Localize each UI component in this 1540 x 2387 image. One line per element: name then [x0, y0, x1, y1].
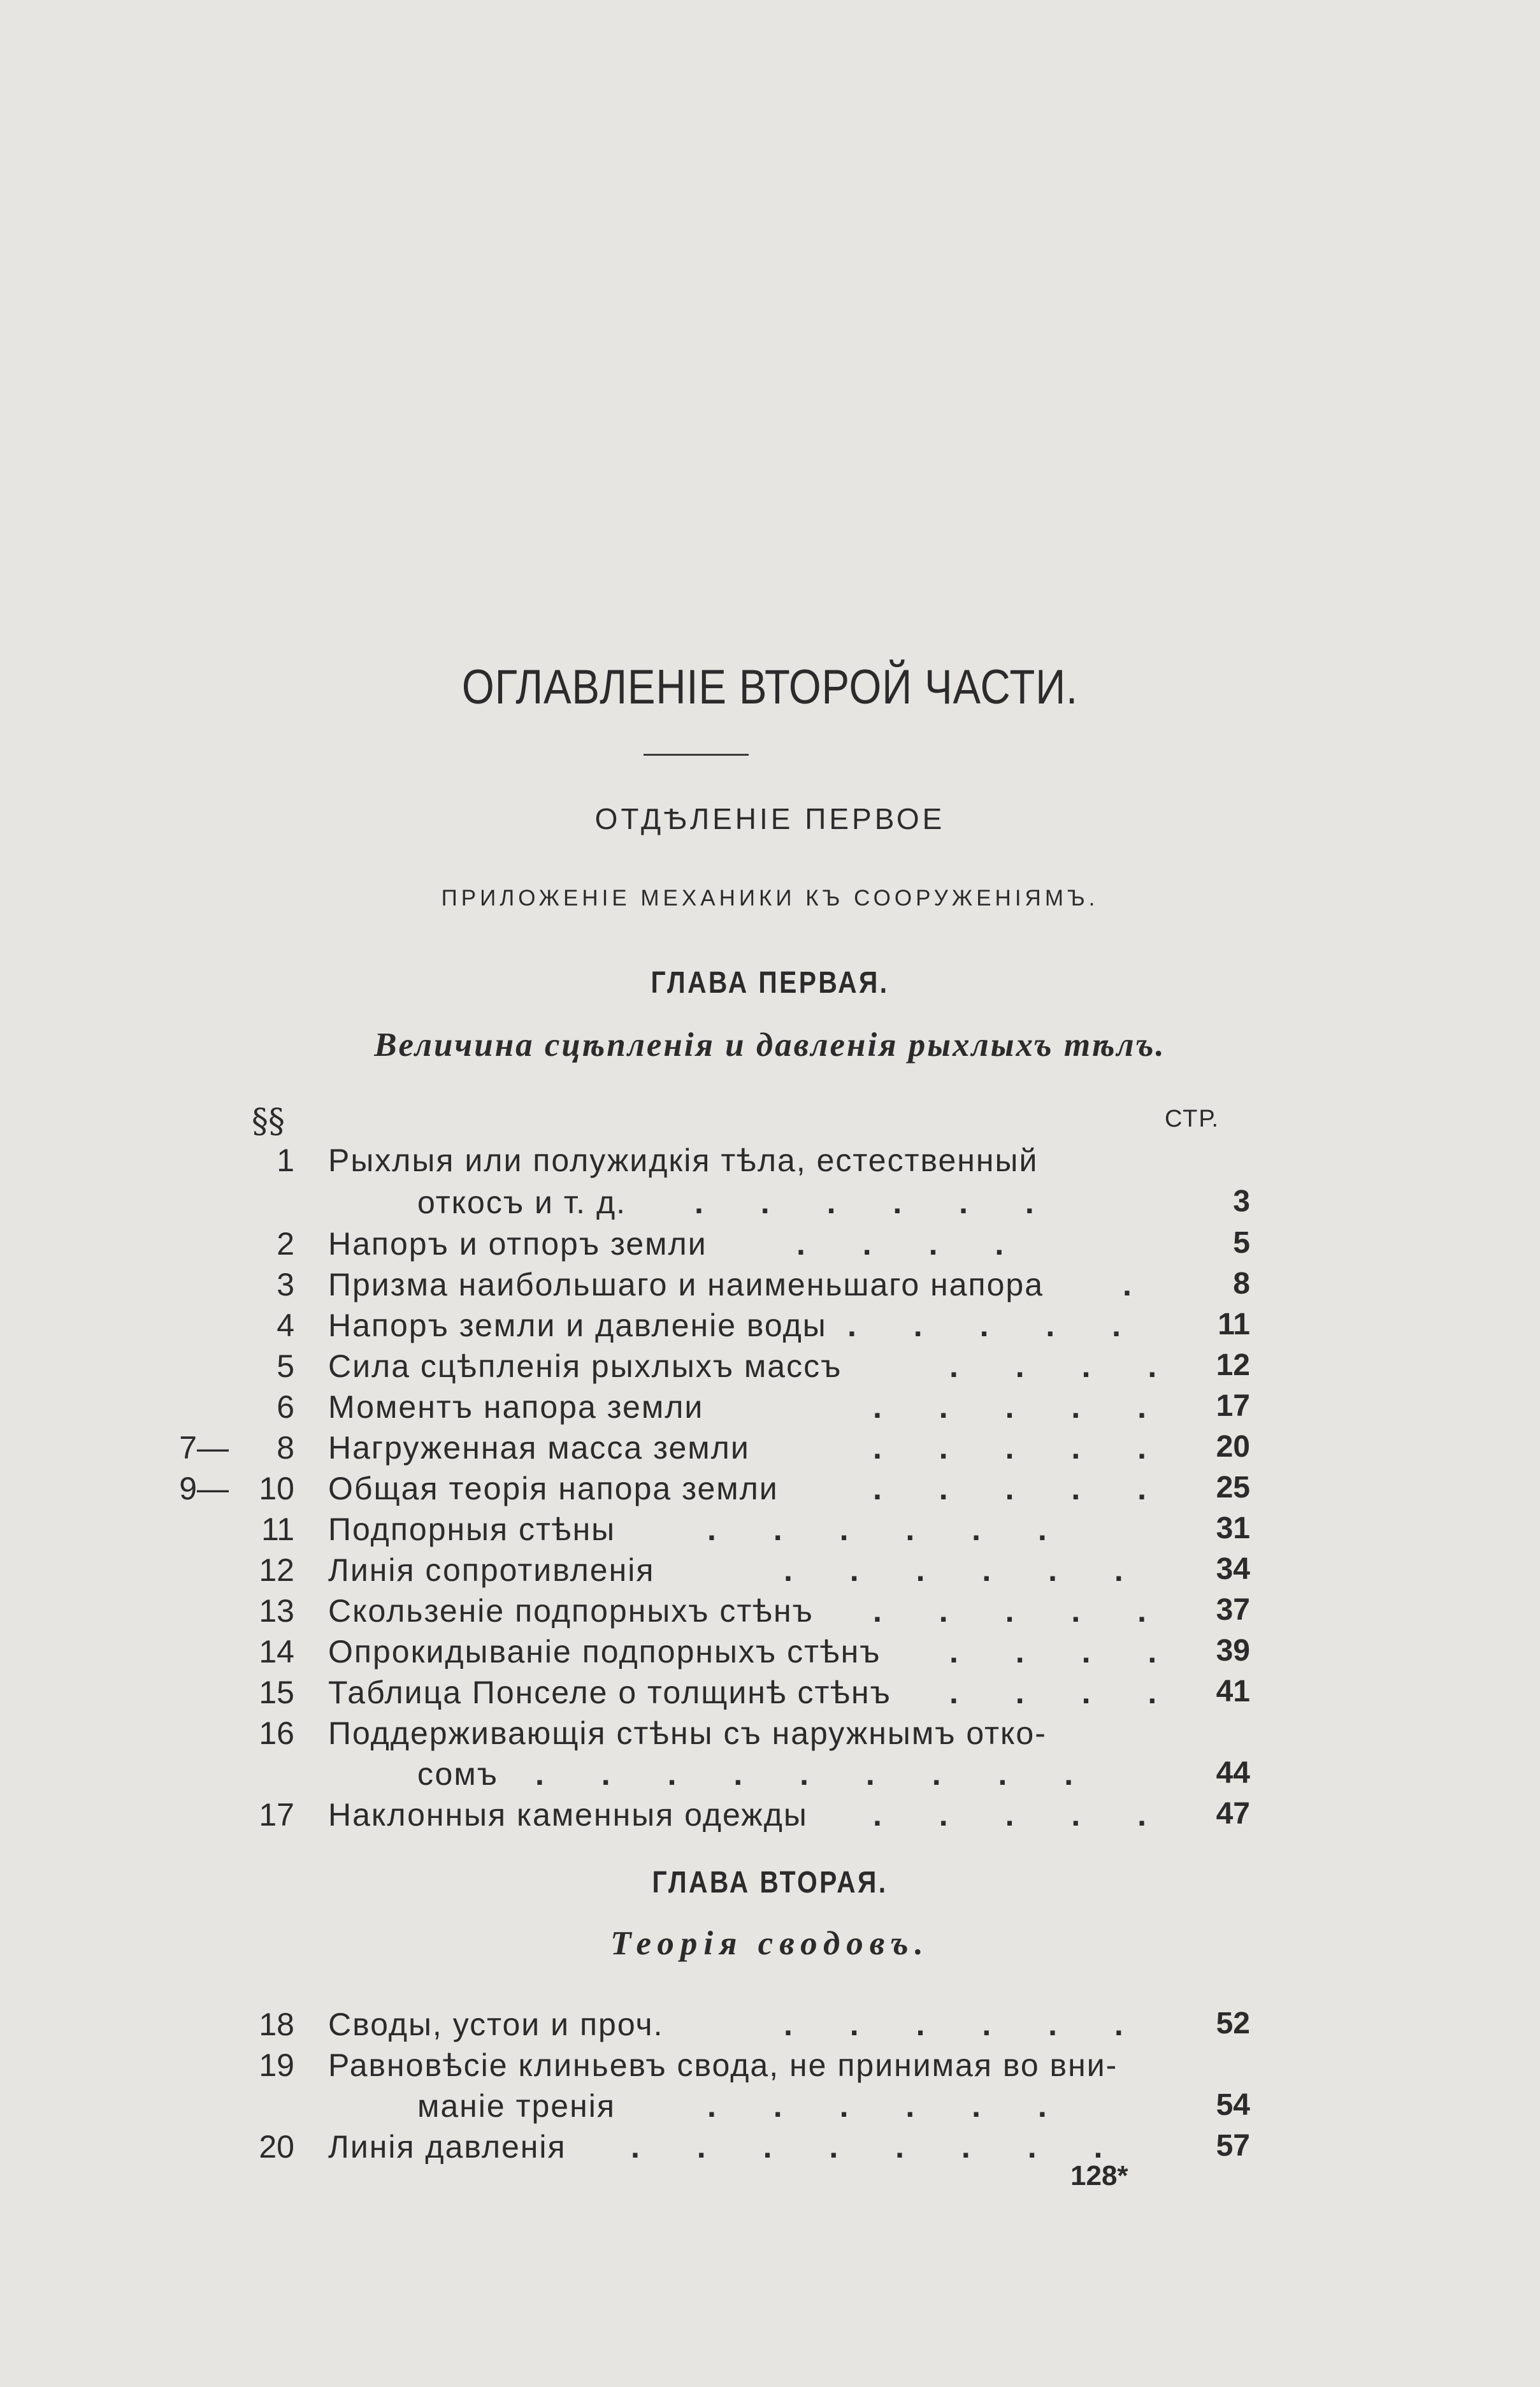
chapter-2-subtitle: Теорiя сводовъ.	[610, 1925, 930, 1962]
toc-entry	[0, 1429, 1540, 1470]
dot-leader: . . . .	[949, 1675, 1181, 1710]
entry-title: Наклонныя каменныя одежды	[328, 1797, 808, 1833]
dot-leader: . . . . .	[847, 1308, 1146, 1343]
toc-entry	[0, 1511, 1540, 1552]
dot-leader: . . . . .	[873, 1389, 1171, 1425]
dot-leader: . . . .	[949, 1634, 1181, 1669]
entry-page: 3	[1233, 1185, 1250, 1218]
entry-number: 3	[277, 1267, 294, 1302]
entry-page: 52	[1216, 2007, 1250, 2040]
dot-leader: . . . . .	[873, 1471, 1171, 1506]
toc-entry	[0, 1796, 1540, 1837]
entry-number: 6	[277, 1389, 294, 1425]
dot-leader: . . . .	[949, 1348, 1181, 1384]
entry-title: Равновѣсiе клиньевъ свода, не принимая во вни-	[328, 2047, 1118, 2083]
entry-title: Своды, устои и проч.	[328, 2007, 664, 2042]
toc-entry	[0, 1470, 1540, 1511]
entry-number: 2	[277, 1226, 294, 1262]
entry-title: Моментъ напора земли	[328, 1389, 704, 1425]
toc-entry	[0, 2047, 1540, 2088]
entry-number: 11	[261, 1511, 294, 1547]
entry-number: 18	[259, 2007, 294, 2042]
toc-entry-continuation	[0, 2088, 1540, 2128]
dot-leader: . . . . . .	[707, 1511, 1071, 1547]
entry-title: Рыхлыя или полужидкiя тѣла, естественный	[328, 1143, 1039, 1178]
toc-entry	[0, 1348, 1540, 1388]
entry-title: Общая теорiя напора земли	[328, 1471, 779, 1506]
dot-leader: . . . . . . . . .	[535, 1756, 1098, 1792]
page-column-header: СТР.	[1165, 1106, 1220, 1132]
entry-number: 20	[259, 2129, 294, 2165]
section-heading: ОТДѢЛЕНIЕ ПЕРВОЕ	[594, 802, 946, 835]
entry-page: 12	[1216, 1348, 1250, 1382]
entry-page: 39	[1216, 1634, 1250, 1668]
dot-leader: . . . . .	[873, 1430, 1171, 1466]
entry-title-continued: манiе тренiя	[417, 2088, 615, 2124]
section-symbol-header: §§	[252, 1102, 285, 1141]
entry-number: 13	[259, 1593, 294, 1629]
entry-title-continued: откосъ и т. д.	[417, 1185, 627, 1220]
entry-number: 1	[277, 1143, 294, 1178]
toc-entry	[0, 1592, 1540, 1633]
entry-title: Таблица Понселе о толщинѣ стѣнъ	[328, 1675, 891, 1710]
dot-leader: . . . .	[796, 1226, 1028, 1262]
entry-page: 20	[1216, 1430, 1250, 1464]
entry-title: Напоръ и отпоръ земли	[328, 1226, 707, 1262]
dot-leader: . . . . .	[873, 1797, 1171, 1833]
title-divider	[644, 754, 749, 756]
entry-number: 12	[259, 1552, 294, 1588]
entry-title: Подпорныя стѣны	[328, 1511, 616, 1547]
entry-title: Опрокидыванiе подпорныхъ стѣнъ	[328, 1634, 881, 1669]
dot-leader: . . . . .	[873, 1593, 1171, 1629]
dot-leader: . . . . . .	[784, 1552, 1148, 1588]
toc-entry	[0, 2128, 1540, 2169]
entry-page: 31	[1216, 1511, 1250, 1545]
entry-title: Сила сцѣпленiя рыхлыхъ массъ	[328, 1348, 842, 1384]
toc-entry	[0, 1674, 1540, 1715]
chapter-2-heading: ГЛАВА ВТОРАЯ.	[652, 1866, 888, 1900]
dot-leader: . . . . . .	[694, 1185, 1058, 1220]
entry-title: Линiя сопротивленiя	[328, 1552, 655, 1588]
dot-leader: . . . . . .	[707, 2088, 1071, 2124]
entry-page: 5	[1233, 1226, 1250, 1260]
entry-number: 19	[259, 2047, 294, 2083]
toc-entry	[0, 1633, 1540, 1674]
dot-leader: . . . . . . . .	[631, 2129, 1127, 2165]
entry-page: 11	[1218, 1308, 1250, 1341]
entry-title: Нагруженная масса земли	[328, 1430, 750, 1466]
toc-entry	[0, 1266, 1540, 1307]
entry-title: Поддерживающiя стѣны съ наружнымъ отко-	[328, 1715, 1047, 1751]
entry-page: 54	[1216, 2088, 1250, 2122]
toc-entry-continuation	[0, 1184, 1540, 1225]
entry-number: 17	[259, 1797, 294, 1833]
entry-range-start: 9—	[179, 1471, 229, 1506]
entry-page: 47	[1216, 1797, 1250, 1831]
toc-entry-continuation	[0, 1756, 1540, 1796]
entry-number: 16	[259, 1715, 294, 1751]
entry-title: Скользенiе подпорныхъ стѣнъ	[328, 1593, 814, 1629]
section-subtitle: ПРИЛОЖЕНIЕ МЕХАНИКИ КЪ СООРУЖЕНIЯМЪ.	[441, 886, 1099, 911]
toc-entry	[0, 1225, 1540, 1266]
signature-mark: 128*	[1070, 2160, 1128, 2191]
entry-number: 5	[277, 1348, 294, 1384]
entry-range-start: 7—	[179, 1430, 229, 1466]
chapter-1-heading: ГЛАВА ПЕРВАЯ.	[651, 966, 889, 1000]
entry-number: 10	[259, 1471, 294, 1506]
entry-page: 41	[1216, 1675, 1250, 1708]
dot-leader: . . . . . .	[784, 2007, 1148, 2042]
toc-entry	[0, 1552, 1540, 1592]
toc-entry	[0, 1715, 1540, 1756]
entry-title: Призма наибольшаго и наименьшаго напора	[328, 1267, 1044, 1302]
chapter-1-subtitle: Величина сцѣпленiя и давленiя рыхлыхъ тѣлъ.	[374, 1027, 1166, 1064]
entry-page: 17	[1216, 1389, 1250, 1423]
entry-number: 4	[277, 1308, 294, 1343]
entry-page: 57	[1216, 2129, 1250, 2163]
entry-number: 15	[259, 1675, 294, 1710]
page-title: ОГЛАВЛЕНIЕ ВТОРОЙ ЧАСТИ.	[461, 660, 1079, 714]
entry-title-continued: сомъ	[417, 1756, 498, 1792]
entry-page: 34	[1216, 1552, 1250, 1586]
entry-number: 8	[277, 1430, 294, 1466]
entry-page: 37	[1216, 1593, 1250, 1627]
entry-title: Напоръ земли и давленiе воды	[328, 1308, 827, 1343]
toc-entry	[0, 1388, 1540, 1429]
toc-entry	[0, 1307, 1540, 1348]
toc-entry	[0, 1142, 1540, 1183]
entry-number: 14	[259, 1634, 294, 1669]
dot-leader: .	[1123, 1267, 1156, 1302]
entry-page: 25	[1216, 1471, 1250, 1504]
entry-title: Линiя давленiя	[328, 2129, 566, 2165]
entry-page: 44	[1216, 1756, 1250, 1790]
entry-page: 8	[1233, 1267, 1250, 1301]
toc-entry	[0, 2006, 1540, 2047]
